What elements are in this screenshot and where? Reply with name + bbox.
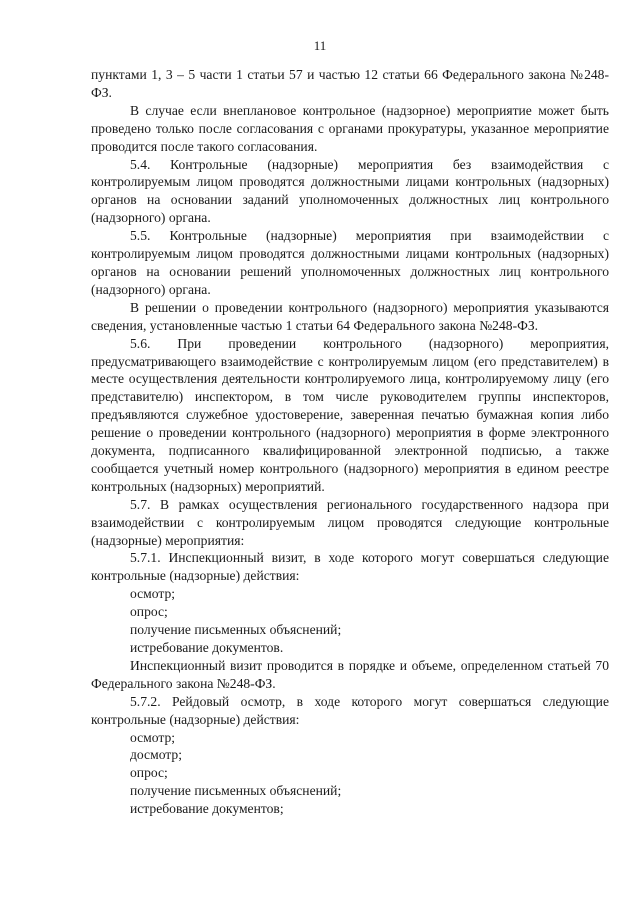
list-item: получение письменных объяснений;: [130, 783, 342, 799]
paragraph-inspection-visit: Инспекционный визит проводится в порядке и объеме, определенном статьей 70 Федерального закона №248-ФЗ.: [91, 657, 609, 691]
list-item: опрос;: [130, 604, 168, 620]
list-item: осмотр;: [130, 586, 176, 602]
paragraph-5-6: 5.6. При проведении контрольного (надзорного) мероприятия, предусматривающего взаимодействие с контролируемым лицом (его представителем) в месте осуществления деятельности контролируемого лица, контролируемому лицу (его представителю) инспектором, в том числе руководителем группы инспекторов, предъявляются служебное удостоверение, заверенная печатью бумажная копия либо решение о проведении контрольного (надзорного) мероприятия в форме электронного документа, подписанного квалифицированной электронной подписью, а также сообщается учетный номер контрольного (надзорного) мероприятия в едином реестре контрольных (надзорных) мероприятий.: [91, 335, 609, 494]
paragraph-5-4: 5.4. Контрольные (надзорные) мероприятия без взаимодействия с контролируемым лицом проводятся должностными лицами контрольных (надзорных) органов на основании заданий уполномоченных должностных лиц контрольного (надзорного) органа.: [91, 156, 609, 226]
paragraph-prosecutor-approval: В случае если внеплановое контрольное (надзорное) мероприятие может быть проведено только после согласования с органами прокуратуры, указанное мероприятие проводится после такого согласования.: [91, 102, 609, 154]
list-item: истребование документов;: [130, 801, 284, 817]
list-item: истребование документов.: [130, 640, 284, 655]
list-item: получение письменных объяснений;: [130, 622, 342, 638]
paragraph-5-5: 5.5. Контрольные (надзорные) мероприятия при взаимодействии с контролируемым лицом проводятся должностными лицами контрольных (надзорных) органов на основании решений уполномоченных должностных лиц контрольного (надзорного) органа.: [91, 228, 609, 297]
paragraph-5-7-1: 5.7.1. Инспекционный визит, в ходе которого могут совершаться следующие контрольные (надзорные) действия:: [91, 550, 609, 584]
list-item: опрос;: [130, 765, 168, 781]
page-number: 11: [313, 38, 327, 53]
paragraph-decision-info: В решении о проведении контрольного (надзорного) мероприятия указываются сведения, установленные частью 1 статьи 64 Федерального закона №248-ФЗ.: [91, 299, 609, 333]
paragraph-continuation: пунктами 1, 3 – 5 части 1 статьи 57 и частью 12 статьи 66 Федерального закона №248-ФЗ.: [91, 67, 609, 100]
document-body: [91, 66, 609, 818]
list-item: осмотр;: [130, 729, 176, 745]
paragraph-5-7: 5.7. В рамках осуществления регионального государственного надзора при взаимодействии с контролируемым лицом проводятся следующие контрольные (надзорные) мероприятия:: [91, 496, 609, 548]
list-item: досмотр;: [130, 747, 182, 763]
paragraph-5-7-2: 5.7.2. Рейдовый осмотр, в ходе которого могут совершаться следующие контрольные (надзорные) действия:: [91, 693, 609, 727]
